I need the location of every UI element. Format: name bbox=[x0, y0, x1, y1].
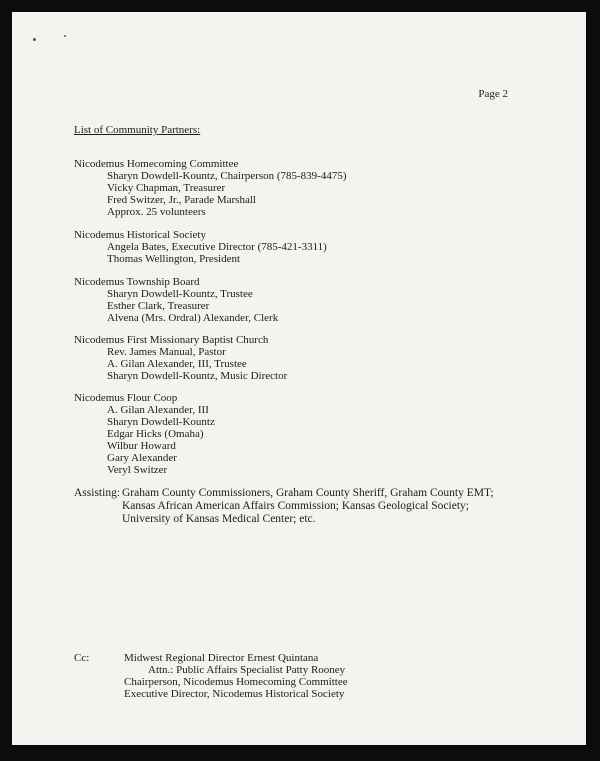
partner-member: Sharyn Dowdell-Kountz, Music Director bbox=[107, 370, 288, 382]
page-number: Page 2 bbox=[478, 88, 508, 100]
partner-member: Sharyn Dowdell-Kountz, Trustee bbox=[107, 288, 253, 300]
partner-member: Thomas Wellington, President bbox=[107, 253, 241, 265]
partner-name: Nicodemus Homecoming Committee bbox=[74, 158, 239, 170]
partner-member: Veryl Switzer bbox=[107, 464, 168, 476]
cc-line: Chairperson, Nicodemus Homecoming Committee bbox=[124, 676, 348, 688]
partner-member: Alvena (Mrs. Ordral) Alexander, Clerk bbox=[107, 312, 279, 324]
assisting-line: Graham County Commissioners, Graham County Sheriff, Graham County EMT; bbox=[122, 487, 494, 499]
partner-township-board bbox=[74, 276, 278, 324]
partner-member: A. Gilan Alexander, III bbox=[107, 404, 209, 416]
partner-member: Fred Switzer, Jr., Parade Marshall bbox=[107, 194, 256, 206]
partner-homecoming-committee bbox=[74, 158, 347, 218]
cc-lines bbox=[124, 652, 348, 700]
partner-member: Angela Bates, Executive Director (785-421-3311) bbox=[107, 241, 327, 253]
assisting-line: University of Kansas Medical Center; etc. bbox=[122, 513, 316, 525]
cc-line: Attn.: Public Affairs Specialist Patty Rooney bbox=[148, 664, 346, 676]
partner-name: Nicodemus First Missionary Baptist Church bbox=[74, 334, 269, 346]
partner-member: Gary Alexander bbox=[107, 452, 177, 464]
partner-member: Rev. James Manual, Pastor bbox=[107, 346, 226, 358]
cc-line: Midwest Regional Director Ernest Quintana bbox=[124, 652, 319, 664]
cc-label: Cc: bbox=[74, 652, 90, 664]
document-page bbox=[12, 12, 586, 745]
partner-name: Nicodemus Flour Coop bbox=[74, 392, 178, 404]
partner-name: Nicodemus Historical Society bbox=[74, 229, 206, 241]
assisting-label: Assisting: bbox=[74, 487, 121, 499]
partner-member: Edgar Hicks (Omaha) bbox=[107, 428, 204, 440]
partner-member: Sharyn Dowdell-Kountz bbox=[107, 416, 215, 428]
cc-line: Executive Director, Nicodemus Historical Society bbox=[124, 688, 345, 700]
partner-member: Sharyn Dowdell-Kountz, Chairperson (785-839-4475) bbox=[107, 170, 347, 182]
list-title: List of Community Partners: bbox=[74, 124, 201, 136]
partner-member: Approx. 25 volunteers bbox=[107, 206, 206, 218]
partner-member: Vicky Chapman, Treasurer bbox=[107, 182, 226, 194]
cc-section bbox=[74, 652, 348, 700]
partner-member: Wilbur Howard bbox=[107, 440, 176, 452]
ink-speck bbox=[33, 38, 36, 41]
partner-member: Esther Clark, Treasurer bbox=[107, 300, 210, 312]
partner-baptist-church bbox=[74, 334, 287, 382]
partner-historical-society bbox=[74, 229, 327, 265]
partner-name: Nicodemus Township Board bbox=[74, 276, 200, 288]
assisting-line: Kansas African American Affairs Commission; Kansas Geological Society; bbox=[122, 500, 469, 512]
ink-speck bbox=[64, 35, 66, 37]
assisting-lines bbox=[122, 487, 494, 526]
partner-member: A. Gilan Alexander, III, Trustee bbox=[107, 358, 247, 370]
assisting-section bbox=[74, 487, 494, 526]
partner-flour-coop bbox=[74, 392, 215, 476]
